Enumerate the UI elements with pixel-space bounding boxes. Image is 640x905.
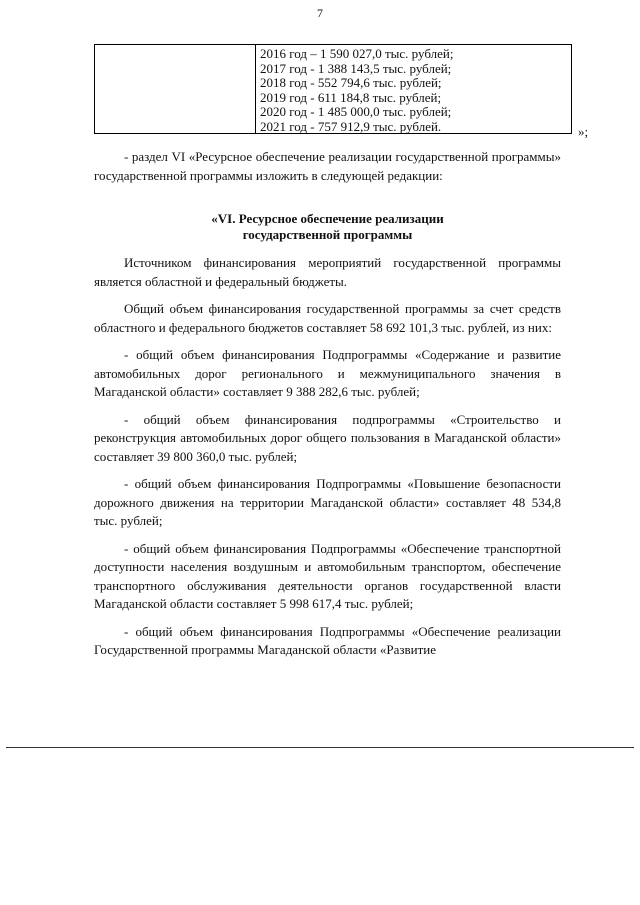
funding-year-row: 2019 год - 611 184,8 тыс. рублей; [260, 89, 442, 105]
paragraph: - общий объем финансирования Подпрограммы «Обеспечение транспортной доступности населения воздушным и автомобильным транспортом, обеспечение транспортного обслуживания деятельности органов государственной власти Магаданской области составляет 5 998 617,4 тыс. рублей; [94, 540, 561, 611]
page-number: 7 [317, 6, 323, 20]
paragraph: Источником финансирования мероприятий государственной программы является областной и федеральный бюджеты. [94, 255, 561, 289]
section-heading [94, 211, 561, 243]
intro-paragraph [94, 148, 561, 185]
page-divider [6, 747, 634, 748]
paragraph: - общий объем финансирования подпрограммы «Строительство и реконструкция автомобильных дорог общего пользования в Магаданской области» составляет 39 800 360,0 тыс. рублей; [94, 411, 561, 464]
funding-year-row: 2018 год - 552 794,6 тыс. рублей; [260, 75, 442, 91]
section-heading-line2: государственной программы [242, 227, 413, 242]
funding-year-row: 2021 год - 757 912,9 тыс. рублей. [260, 118, 442, 134]
paragraph: - общий объем финансирования Подпрограммы «Содержание и развитие автомобильных дорог регионального и межмуниципального значения в Магаданской области» составляет 9 388 282,6 тыс. рублей; [94, 347, 561, 399]
funding-year-row: 2017 год - 1 388 143,5 тыс. рублей; [260, 60, 452, 76]
intro-text: - раздел VI «Ресурсное обеспечение реализации государственной программы» государственной программы изложить в следующей редакции: [94, 149, 561, 183]
body-text [94, 254, 561, 660]
table-left-cell [95, 45, 256, 133]
paragraph: Общий объем финансирования государственной программы за счет средств областного и федерального бюджетов составляет 58 692 101,3 тыс. рублей, из них: [94, 301, 561, 335]
funding-table [94, 44, 572, 134]
paragraph: - общий объем финансирования Подпрограммы «Обеспечение реализации Государственной программы Магаданской области «Развитие [94, 623, 561, 657]
table-right-cell [256, 45, 571, 133]
section-heading-line1: «VI. Ресурсное обеспечение реализации [211, 211, 444, 226]
closing-quote: »; [578, 124, 589, 139]
funding-year-row: 2016 год – 1 590 027,0 тыс. рублей; [260, 46, 454, 61]
paragraph: - общий объем финансирования Подпрограммы «Повышение безопасности дорожного движения на территории Магаданской области» составляет 48 534,8 тыс. рублей; [94, 476, 561, 528]
funding-year-row: 2020 год - 1 485 000,0 тыс. рублей; [260, 104, 452, 120]
